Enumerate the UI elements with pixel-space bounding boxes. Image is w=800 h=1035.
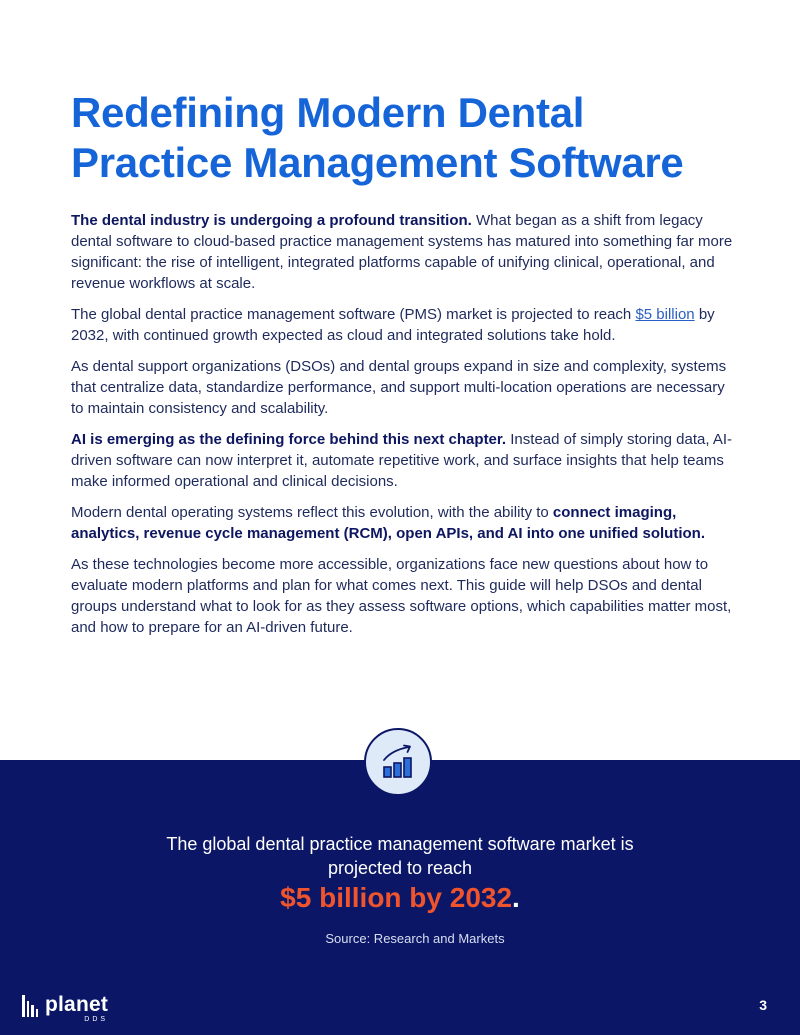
paragraph-ai <box>71 429 741 492</box>
logo-bars-icon <box>22 995 40 1017</box>
intro-text: What began as a shift from legacy dental software to cloud-based practice management systems has matured into something far more significant: the rise of intelligent, integrated platforms capable of unifying clinical, operational, and revenue workflows at scale. <box>71 212 733 292</box>
modern-os-text: Modern dental operating systems reflect this evolution, with the ability to <box>71 504 553 521</box>
callout-highlight <box>150 880 650 916</box>
logo-wordmark <box>45 994 108 1023</box>
market-size-link[interactable]: $5 billion <box>635 306 695 323</box>
market-text-end: by 2032, with continued growth expected as cloud and integrated solutions take hold. <box>71 306 715 344</box>
ai-bold-lead: AI is emerging as the defining force behind this next chapter. <box>71 431 507 448</box>
logo-sub: DDS <box>84 1016 109 1023</box>
market-text-start: The global dental practice management software (PMS) market is projected to reach <box>71 306 636 323</box>
callout-statement: The global dental practice management software market is projected to reach <box>166 834 634 878</box>
callout-period: . <box>512 882 520 913</box>
body-text <box>71 210 741 648</box>
paragraph-dso: As dental support organizations (DSOs) and dental groups expand in size and complexity, systems that centralize data, standardize performance, and support multi-location operations are necessary to maintain consistency and scalability. <box>71 358 727 417</box>
intro-bold-lead: The dental industry is undergoing a profound transition. <box>71 212 472 229</box>
paragraph-modern-os <box>71 502 741 544</box>
growth-chart-icon <box>364 728 432 796</box>
paragraph-market <box>71 304 741 346</box>
page-number: 3 <box>759 997 767 1013</box>
ai-text: Instead of simply storing data, AI-driven software can now interpret it, automate repetitive work, and surface insights that help teams make informed operational and clinical decisions. <box>71 431 733 490</box>
page-title: Redefining Modern Dental Practice Management Software <box>71 89 684 186</box>
modern-os-bold: connect imaging, analytics, revenue cycle management (RCM), open APIs, and AI into one unified solution. <box>71 504 705 542</box>
logo-name: planet <box>45 993 109 1016</box>
paragraph-guide: As these technologies become more accessible, organizations face new questions about how to evaluate modern platforms and plan for what comes next. This guide will help DSOs and dental groups understand what to look for as they assess software options, which capabilities matter most, and how to prepare for an AI-driven future. <box>71 556 732 636</box>
callout-highlight-value: $5 billion by 2032 <box>280 882 513 913</box>
paragraph-intro <box>71 210 741 294</box>
callout-source: Source: Research and Markets <box>325 931 505 946</box>
planet-dds-logo <box>22 994 108 1026</box>
